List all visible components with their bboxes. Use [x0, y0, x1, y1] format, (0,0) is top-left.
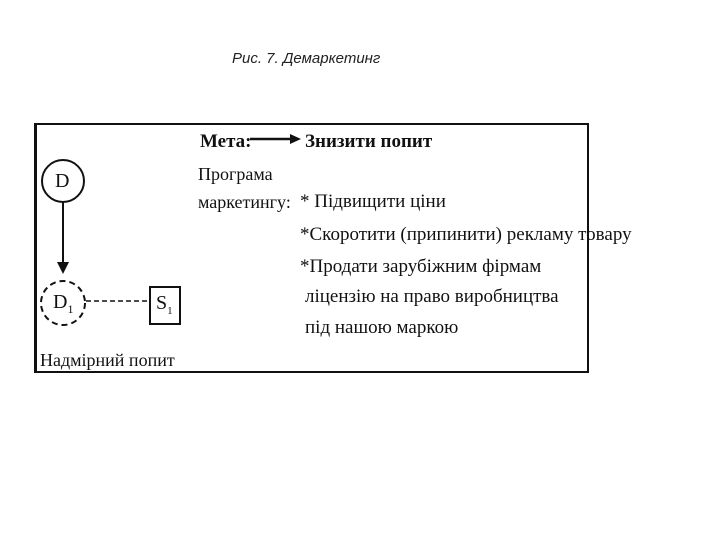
program-label-line1: Програма [198, 164, 273, 184]
node-d-label: D [55, 170, 70, 192]
node-d1-label: $D_1$ [53, 291, 74, 316]
arrowhead-d1 [57, 262, 69, 274]
figure-caption: Рис. 7. Демаркетинг [232, 50, 381, 67]
action-sell-license: *Продати зарубіжним фірмам [300, 256, 542, 277]
excess-demand-label: Надмірний попит [40, 350, 175, 370]
goal-label: Мета: [200, 131, 252, 152]
action-sell-license-line2: ліцензію на право виробництва [305, 286, 559, 307]
goal-arrowhead [290, 134, 301, 144]
action-raise-prices: * Підвищити ціни [300, 191, 446, 212]
action-cut-advertising: *Скоротити (припинити) рекламу товару [300, 224, 632, 245]
action-sell-license-line3: під нашою маркою [305, 317, 459, 338]
program-label-line2: маркетингу: [198, 192, 291, 212]
goal-value: Знизити попит [305, 131, 433, 152]
node-s1-label: $S_1$ [156, 292, 173, 317]
